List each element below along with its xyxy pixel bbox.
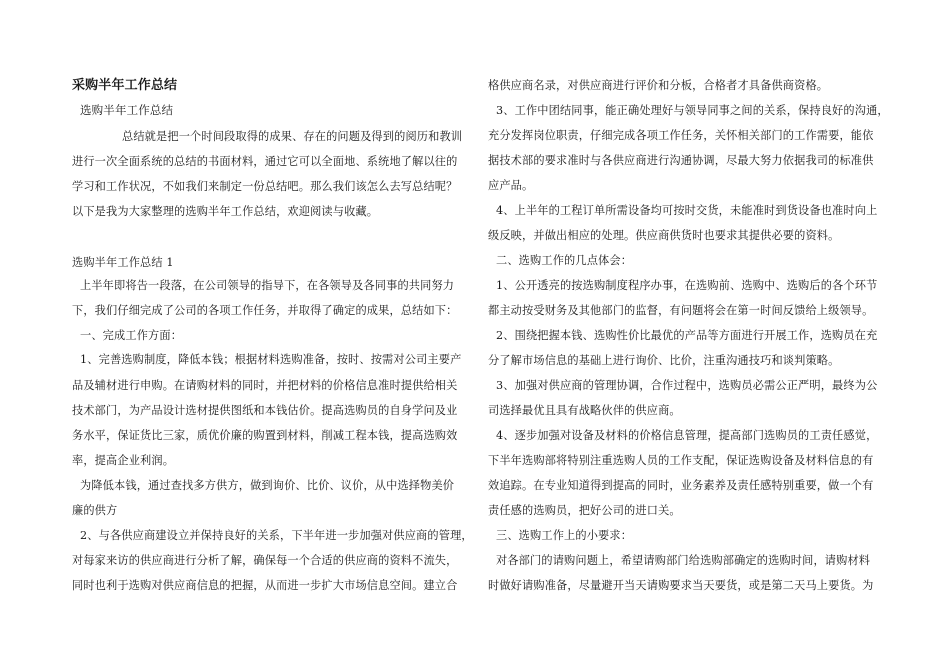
body-line: 3、加强对供应商的管理协调，合作过程中，选购员必需公正严明，最终为公 bbox=[496, 379, 878, 392]
body-line: 司选择最优且具有战略伙伴的供应商。 bbox=[488, 404, 681, 417]
body-line: 2、与各供应商建设立并保持良好的关系，下半年进一步加强对供应商的管理， bbox=[80, 529, 473, 542]
body-line: 下半年选购部将特别注重选购人员的工作支配，保证选购设备及材料信息的有 bbox=[488, 454, 874, 467]
document-subtitle: 选购半年工作总结 bbox=[80, 103, 174, 117]
body-line: 分了解市场信息的基础上进行询价、比价，注重沟通技巧和谈判策略。 bbox=[488, 354, 840, 367]
body-line: 三、选购工作上的小要求： bbox=[496, 529, 633, 542]
intro-line: 进行一次全面系统的总结的书面材料，通过它可以全面地、系统地了解以往的 bbox=[72, 155, 458, 168]
body-line: 对各部门的请购问题上，希望请购部门给选购部确定的选购时间，请购材料 bbox=[496, 554, 871, 567]
body-line: 充分发挥岗位职责，仔细完成各项工作任务，关怀相关部门的工作需要，能依 bbox=[488, 129, 874, 142]
body-line: 效追踪。在专业知道得到提高的同时，业务素养及责任感特别重要，做一个有 bbox=[488, 479, 874, 492]
section-heading: 选购半年工作总结 1 bbox=[72, 256, 174, 269]
body-line: 级反映，并做出相应的处理。供应商供货时也要求其提供必要的资料。 bbox=[488, 229, 840, 242]
body-line: 据技术部的要求准时与各供应商进行沟通协调，尽最大努力依据我司的标准供 bbox=[488, 154, 874, 167]
body-line: 为降低本钱，通过查找多方供方，做到询价、比价、议价，从中选择物美价 bbox=[80, 479, 455, 492]
body-line: 务水平，保证货比三家，质优价廉的购置到材料，削减工程本钱，提高选购效 bbox=[72, 429, 458, 442]
body-line: 同时也利于选购对供应商信息的把握，从而进一步扩大市场信息空间。建立合 bbox=[72, 579, 458, 592]
intro-line: 以下是我为大家整理的选购半年工作总结，欢迎阅读与收藏。 bbox=[72, 205, 379, 218]
body-line: 时做好请购准备，尽量避开当天请购要求当天要货，或是第二天马上要货。为 bbox=[488, 579, 874, 592]
intro-line: 学习和工作状况，不如我们来制定一份总结吧。那么我们该怎么去写总结呢？ bbox=[72, 180, 458, 193]
body-line: 技术部门，为产品设计选材提供图纸和本钱估价。提高选购员的自身学问及业 bbox=[72, 404, 458, 417]
intro-line: 总结就是把一个时间段取得的成果、存在的问题及得到的阅历和教训 bbox=[122, 130, 463, 143]
body-line: 1、公开透亮的按选购制度程序办事，在选购前、选购中、选购后的各个环节 bbox=[496, 279, 878, 292]
body-line: 应产品。 bbox=[488, 179, 534, 192]
body-line: 下，我们仔细完成了公司的各项工作任务，并取得了确定的成果，总结如下： bbox=[72, 304, 458, 317]
document-title: 采购半年工作总结 bbox=[72, 78, 178, 93]
body-line: 3、工作中团结同事，能正确处理好与领导同事之间的关系，保持良好的沟通， bbox=[496, 104, 889, 117]
body-line: 4、逐步加强对设备及材料的价格信息管理，提高部门选购员的工责任感觉， bbox=[496, 429, 878, 442]
body-line: 2、围绕把握本钱、选购性价比最优的产品等方面进行开展工作，选购员在充 bbox=[496, 329, 878, 342]
body-line: 上半年即将告一段落，在公司领导的指导下，在各领导及各同事的共同努力 bbox=[80, 279, 455, 292]
body-line: 1、完善选购制度，降低本钱；根据材料选购准备，按时、按需对公司主要产 bbox=[80, 353, 462, 366]
body-line: 都主动按受财务及其他部门的监督，有问题将会在第一时间反馈给上级领导。 bbox=[488, 304, 874, 317]
body-line: 一、完成工作方面： bbox=[80, 329, 183, 342]
body-line: 4、上半年的工程订单所需设备均可按时交货，未能准时到货设备也准时向上 bbox=[496, 204, 878, 217]
body-line: 二、选购工作的几点体会： bbox=[496, 254, 633, 267]
body-line: 率，提高企业利润。 bbox=[72, 454, 175, 467]
body-line: 格供应商名录，对供应商进行评价和分板，合格者才具备供商资格。 bbox=[488, 79, 829, 92]
body-line: 廉的供方 bbox=[72, 504, 118, 517]
body-line: 对每家来访的供应商进行分析了解，确保每一个合适的供应商的资料不流失， bbox=[72, 554, 458, 567]
body-line: 品及辅材进行申购。在请购材料的同时，并把材料的价格信息准时提供给相关 bbox=[72, 379, 458, 392]
body-line: 责任感的选购员，把好公司的进口关。 bbox=[488, 504, 681, 517]
